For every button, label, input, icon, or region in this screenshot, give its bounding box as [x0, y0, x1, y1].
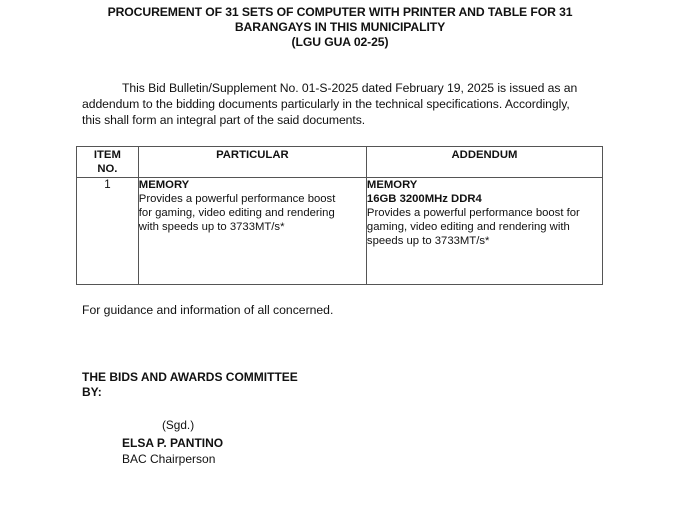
signed-marker: (Sgd.)	[162, 418, 195, 432]
signatory-name: ELSA P. PANTINO	[122, 436, 224, 450]
item-number-cell: 1	[77, 178, 139, 285]
particular-desc-line-1: Provides a powerful performance boost	[138, 193, 336, 205]
guidance-statement: For guidance and information of all concerned.	[82, 303, 334, 317]
particular-desc-line-3: with speeds up to 3733MT/s*	[138, 221, 285, 233]
particular-desc-line-2: for gaming, video editing and rendering	[138, 207, 335, 219]
addendum-desc-line-1: Provides a powerful performance boost for	[366, 207, 580, 219]
committee-block	[82, 370, 298, 400]
intro-line-2: addendum to the bidding documents particularly in the technical specifications. Accordingly,	[82, 97, 570, 111]
header-item-no	[77, 147, 139, 178]
table-header-row	[77, 147, 603, 178]
committee-by: BY:	[82, 385, 102, 399]
particular-title: MEMORY	[138, 179, 190, 191]
signatory-position: BAC Chairperson	[122, 452, 216, 466]
header-item-no-line-2: NO.	[97, 163, 118, 175]
header-addendum: ADDENDUM	[366, 147, 602, 178]
header-item-no-line-1: ITEM	[93, 149, 121, 161]
addendum-cell	[366, 178, 602, 285]
intro-paragraph	[82, 80, 602, 128]
document-title-line-1: PROCUREMENT OF 31 SETS OF COMPUTER WITH PRINTER AND TABLE FOR 31	[107, 5, 573, 19]
addendum-title: MEMORY	[366, 179, 418, 191]
table-row	[77, 178, 603, 285]
addendum-subtitle: 16GB 3200MHz DDR4	[366, 193, 482, 205]
addendum-desc-line-3: speeds up to 3733MT/s*	[366, 235, 490, 247]
document-title-line-2: BARANGAYS IN THIS MUNICIPALITY	[234, 20, 446, 34]
signatory-block	[122, 435, 223, 467]
committee-name: THE BIDS AND AWARDS COMMITTEE	[82, 370, 298, 384]
specifications-table	[76, 146, 603, 285]
addendum-desc-line-2: gaming, video editing and rendering with	[366, 221, 570, 233]
particular-cell	[138, 178, 366, 285]
intro-line-1-text: This Bid Bulletin/Supplement No. 01-S-2025 dated February 19, 2025 is issued as an	[122, 81, 578, 95]
document-reference-code: (LGU GUA 02-25)	[291, 35, 389, 49]
intro-line-3: this shall form an integral part of the said documents.	[82, 113, 366, 127]
intro-line-1	[82, 80, 602, 96]
header-particular: PARTICULAR	[138, 147, 366, 178]
